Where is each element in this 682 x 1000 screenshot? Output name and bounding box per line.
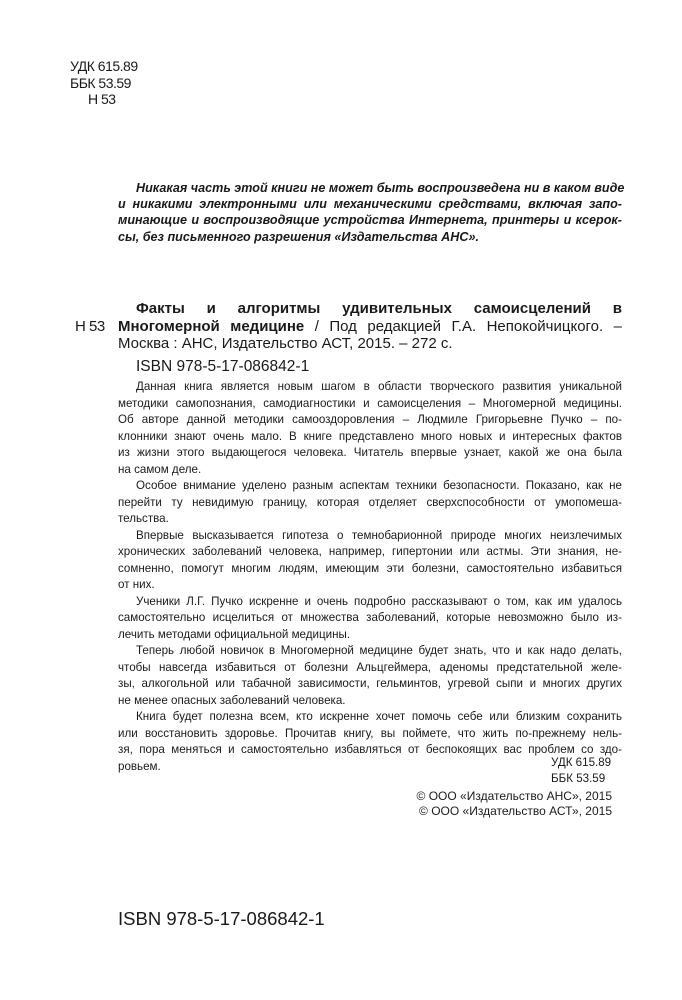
annotation-line: или восстановить здоровье. Прочитав книгу, вы поймете, что жить по-прежнему нель-: [118, 726, 622, 740]
annotation-line: методики самопознания, самодиагностики и самоисцеления – Многомерной медицины.: [118, 396, 622, 410]
annotation-paragraph: [118, 478, 622, 528]
editor-info: / Под редакцией Г.А. Непокойчицкого. –: [304, 317, 622, 335]
annotation-line: клонники знают очень мало. В книге представлено много новых и интересных фактов: [118, 429, 622, 443]
annotation-line: Особое внимание уделено разным аспектам техники безопасности. Показано, как не: [136, 479, 622, 492]
annotation-paragraph: [118, 643, 622, 709]
annotation-line: от них.: [118, 578, 155, 591]
copyright-line: © ООО «Издательство АНС», 2015: [416, 789, 612, 803]
annotation-line: Теперь любой новичок в Многомерной медицине будет знать, что и как надо делать,: [136, 644, 622, 657]
annotation-line: на самом деле.: [118, 462, 202, 476]
udk-code: УДК 615.89: [70, 58, 138, 74]
warning-line: сы, без письменного разрешения «Издательства АНС».: [118, 229, 479, 244]
book-title-cont: Многомерной медицине: [118, 317, 305, 335]
annotation-line: ровьем.: [118, 759, 161, 773]
annotation-line: зя, пора меняться и самостоятельно избавляться от беспокоящих вас проблем со здо-: [118, 743, 622, 756]
annotation-line: хронических заболеваний человека, например, гипертонии или астмы. Эти знания, не-: [118, 545, 622, 558]
bib-author-mark: Н 53: [75, 317, 105, 335]
bbk-code: ББК 53.59: [551, 772, 606, 785]
annotation-line: чтобы навсегда избавиться от болезни Альцгеймера, аденомы предстательной желе-: [118, 660, 622, 674]
annotation-line: Данная книга является новым шагом в области творческого развития уникальной: [136, 380, 622, 393]
annotation-line: зы, алкогольной или табачной зависимости, гельминтов, угревой сыпи и многих других: [118, 677, 622, 690]
annotation-paragraph: [118, 528, 622, 594]
annotation-line: перейти ту невидимую границу, которая отделяет сверхспособности от умопомеша-: [118, 495, 622, 509]
annotation-line: тельства.: [118, 512, 169, 525]
annotation-line: не менее опасных заболеваний человека.: [118, 693, 346, 707]
udk-code: УДК 615.89: [551, 756, 612, 769]
annotation-paragraph: [118, 709, 622, 775]
book-title: Факты и алгоритмы удивительных самоисцелений в: [136, 300, 622, 317]
annotation-line: сомненно, помогут многим людям, имеющим эти болезни, самостоятельно избавиться: [118, 561, 622, 575]
classification-codes: [70, 58, 138, 108]
annotation-paragraph: [118, 594, 622, 644]
warning-line: минающие и воспроизводящие устройства Интернета, принтеры и ксерок-: [118, 213, 622, 228]
copyright-notices: [417, 789, 612, 818]
copyright-warning: [118, 180, 625, 245]
isbn: ISBN 978-5-17-086842-1: [136, 358, 310, 375]
annotation-line: Впервые высказывается гипотеза о темнобарионной природе многих неизлечимых: [136, 528, 622, 542]
annotation-line: Книга будет полезна всем, кто искренне хочет помочь себе или близким сохранить: [136, 710, 622, 723]
bbk-code: ББК 53.59: [70, 74, 131, 91]
annotation-line: Об авторе данной методики самооздоровления – Людмиле Григорьевне Пучко – по-: [118, 413, 622, 426]
annotation-line: самостоятельно исцелиться от множества заболеваний, которые невозможно было из-: [118, 611, 622, 624]
warning-line: Никакая часть этой книги не может быть воспроизведена ни в каком виде: [136, 181, 625, 195]
copyright-line: © ООО «Издательство АСТ», 2015: [419, 803, 612, 818]
annotation: [118, 379, 622, 775]
annotation-line: из жизни этого выдающегося человека. Читатель впервые узнает, какой же она была: [118, 446, 622, 459]
bibliographic-entry: [118, 300, 622, 353]
annotation-paragraph: [118, 379, 622, 478]
bottom-isbn: ISBN 978-5-17-086842-1: [118, 908, 325, 929]
annotation-line: лечить методами официальной медицины.: [118, 627, 351, 641]
annotation-line: Ученики Л.Г. Пучко искренне и очень подробно рассказывают о том, как им удалось: [136, 594, 622, 608]
publisher-info: Москва : АНС, Издательство АСТ, 2015. – 272 с.: [118, 335, 453, 352]
footer-codes: [551, 755, 611, 787]
author-mark: Н 53: [88, 91, 116, 107]
warning-line: и никакими электронными или механическими средствами, включая запо-: [118, 197, 622, 212]
